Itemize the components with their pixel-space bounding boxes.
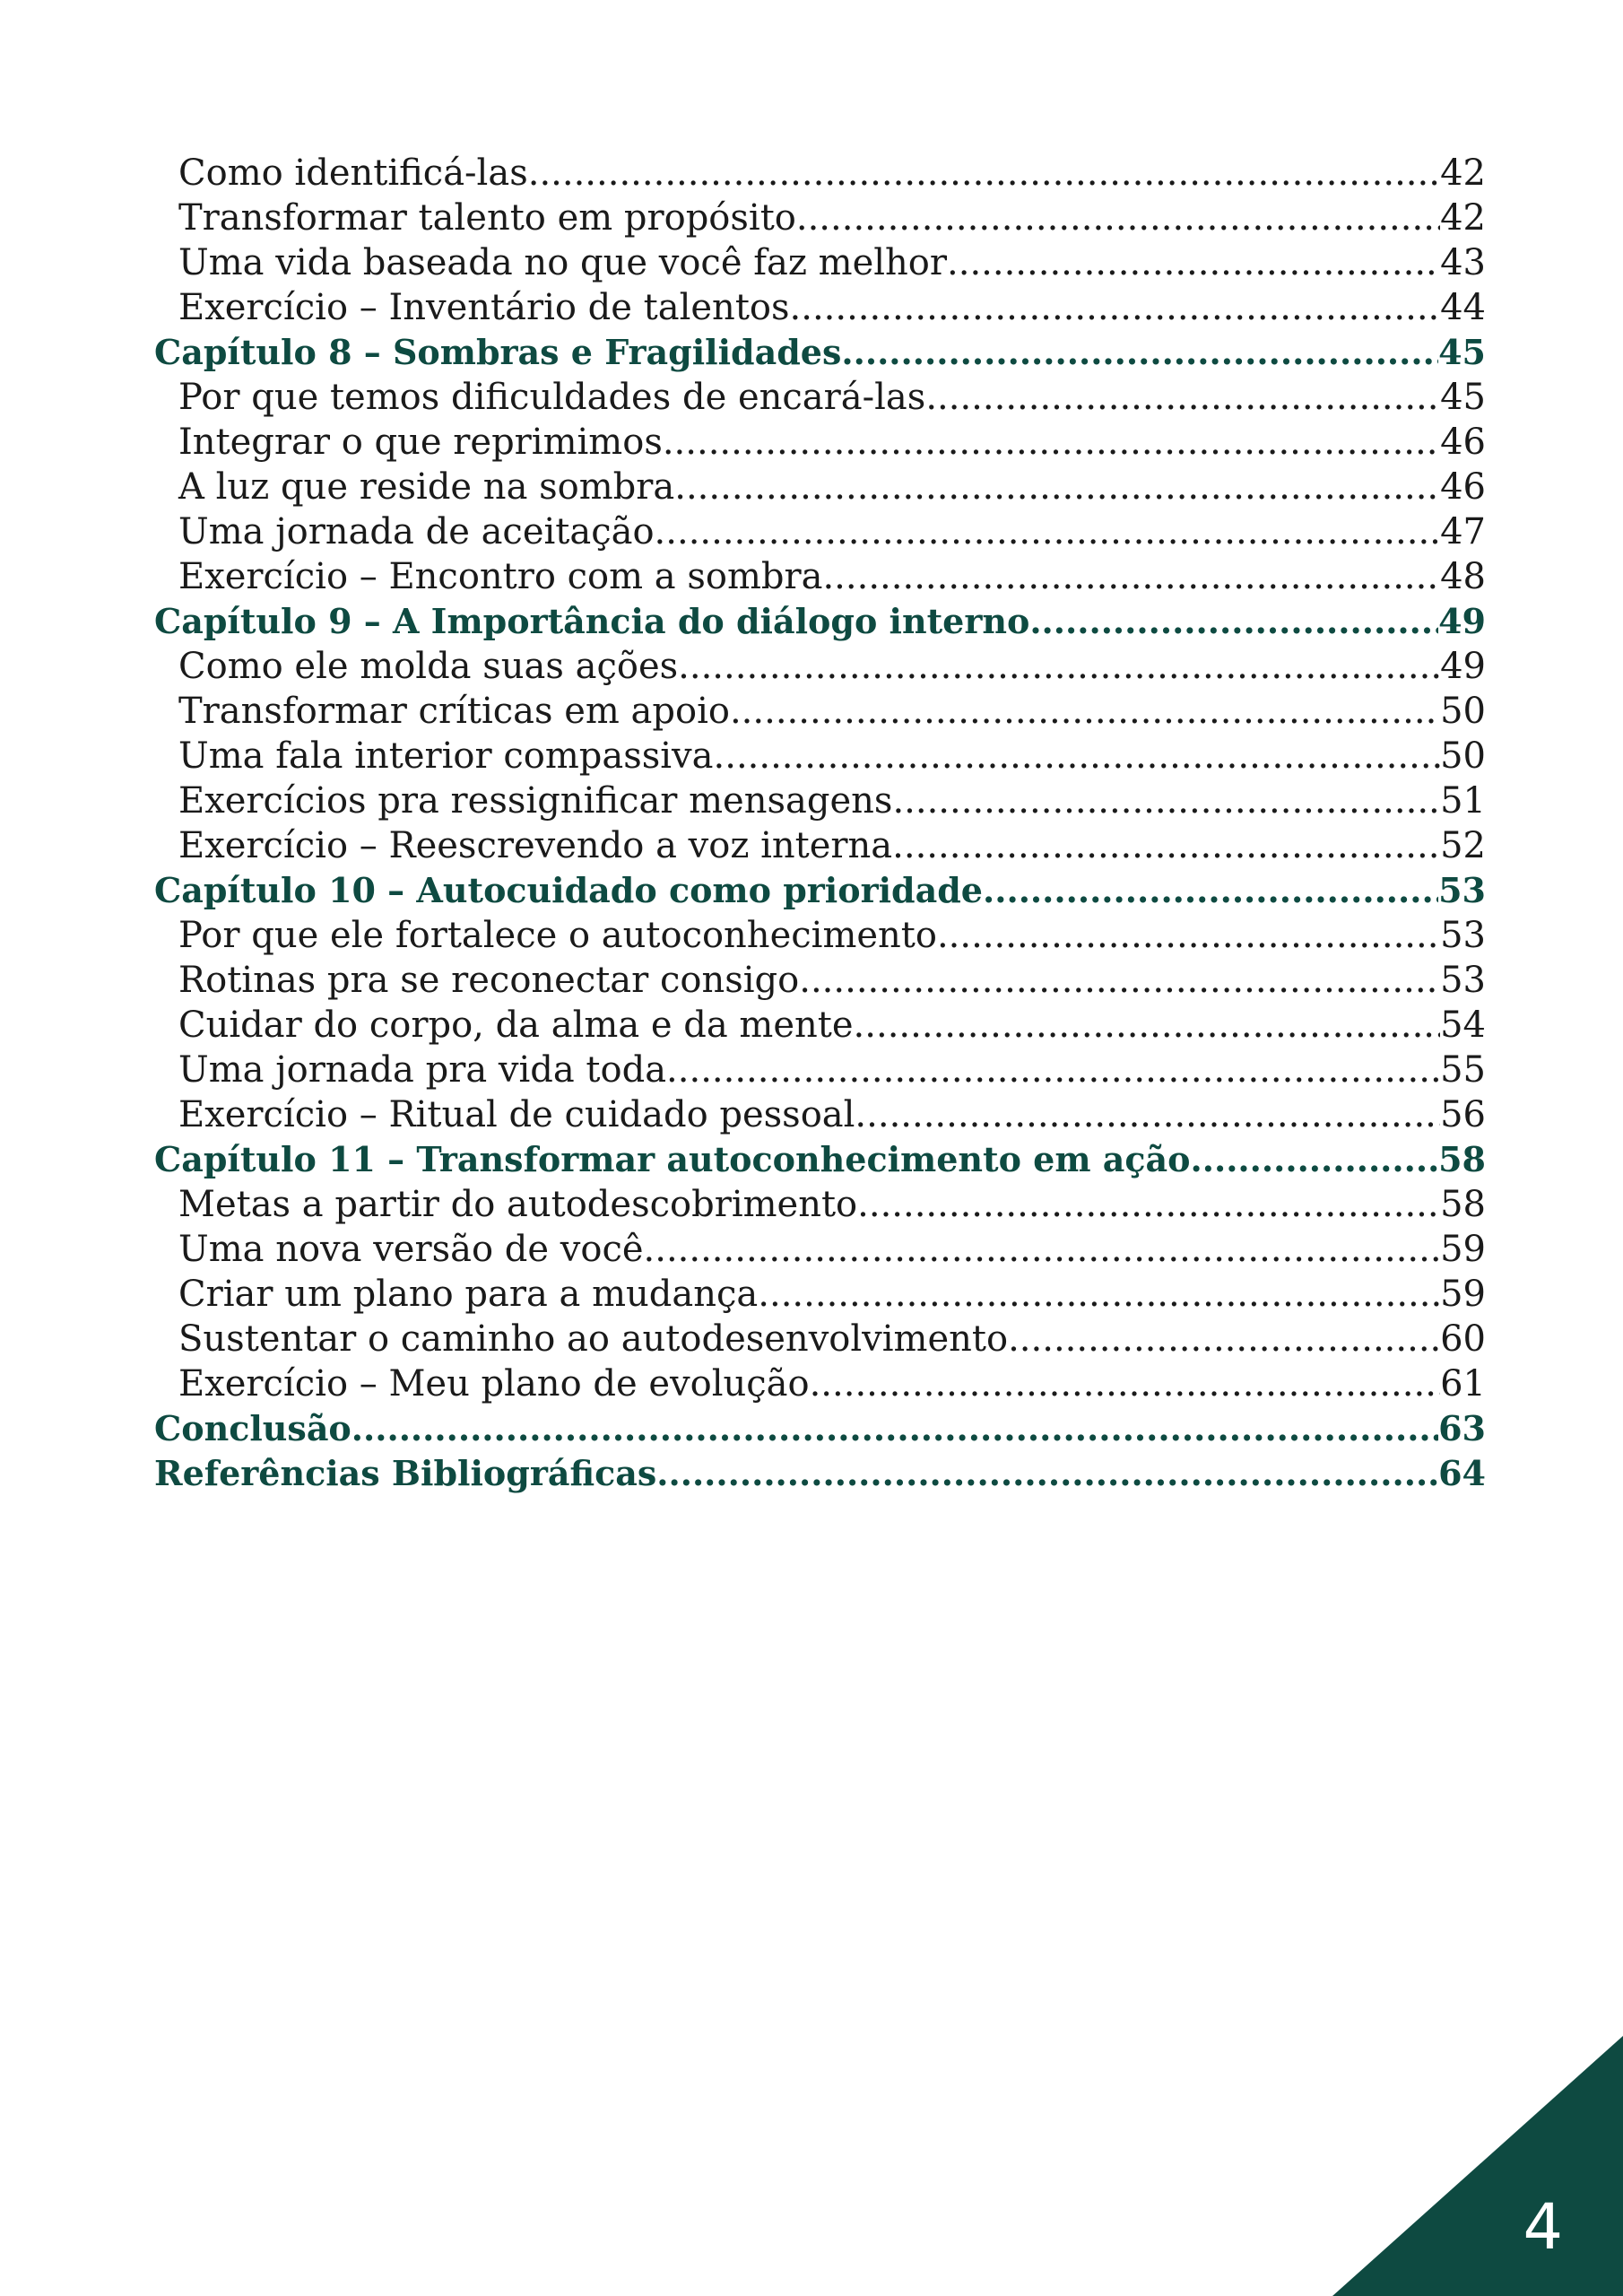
toc-entry-title: Transformar talento em propósito [178,197,796,239]
toc-entry-page: 49 [1440,646,1486,687]
dot-leader [892,778,1440,823]
toc-entry-title: Exercício – Ritual de cuidado pessoal [178,1094,855,1135]
toc-entry-page: 51 [1440,780,1486,822]
toc-section-row [154,240,1486,285]
toc-entry-page: 44 [1440,287,1486,328]
toc-entry-page: 47 [1440,511,1486,552]
toc-entry-page: 60 [1440,1318,1486,1360]
toc-entry-page: 63 [1438,1408,1486,1448]
dot-leader [758,1272,1440,1317]
toc-entry-title: Capítulo 10 – Autocuidado como prioridade [154,870,983,910]
toc-section-row [154,1048,1486,1092]
dot-leader [855,1092,1440,1137]
toc-entry-title: Sustentar o caminho ao autodesenvolvimento [178,1318,1009,1360]
toc-entry-page: 59 [1440,1274,1486,1315]
toc-entry-title: Referências Bibliográficas [154,1453,657,1493]
dot-leader [352,1406,1438,1451]
dot-leader [644,1227,1441,1272]
toc-entry-page: 45 [1438,332,1486,372]
dot-leader [796,196,1440,240]
toc-section-row [154,196,1486,240]
toc-section-row [154,1003,1486,1048]
toc-entry-title: Transformar críticas em apoio [178,691,730,732]
toc-entry-title: Por que ele fortalece o autoconhecimento [178,915,937,956]
toc-entry-page: 53 [1438,870,1486,910]
toc-section-row [154,734,1486,778]
corner-triangle-shape [1332,2036,1623,2296]
toc-chapter-row [154,330,1486,375]
toc-entry-page: 56 [1440,1094,1486,1135]
dot-leader [730,689,1440,734]
toc-entry-title: Conclusão [154,1408,352,1448]
toc-section-row [154,823,1486,868]
dot-leader [857,1182,1440,1227]
toc-entry-page: 53 [1440,915,1486,956]
dot-leader [1191,1137,1439,1182]
toc-entry-title: Integrar o que reprimimos [178,422,663,463]
toc-entry-title: Exercício – Inventário de talentos [178,287,790,328]
toc-entry-title: Metas a partir do autodescobrimento [178,1184,858,1225]
dot-leader [841,330,1438,375]
toc-entry-title: Capítulo 11 – Transformar autoconhecimento em ação [154,1139,1191,1179]
toc-section-row [154,285,1486,330]
dot-leader [656,1451,1438,1496]
toc-section-row [154,913,1486,958]
dot-leader [983,868,1438,913]
toc-entry-page: 42 [1440,197,1486,239]
toc-entry-title: Exercício – Reescrevendo a voz interna [178,825,893,866]
toc-entry-page: 52 [1440,825,1486,866]
toc-section-row [154,958,1486,1003]
toc-section-row [154,1317,1486,1361]
toc-entry-title: Rotinas pra se reconectar consigo [178,960,800,1001]
dot-leader [678,644,1440,689]
toc-entry-title: Uma jornada pra vida toda [178,1049,667,1091]
dot-leader [892,823,1440,868]
table-of-contents [154,151,1486,1496]
toc-entry-title: Exercícios pra ressignificar mensagens [178,780,893,822]
toc-entry-page: 42 [1440,152,1486,194]
toc-entry-page: 58 [1440,1184,1486,1225]
page-corner [1332,2036,1623,2296]
toc-section-row [154,644,1486,689]
toc-entry-page: 54 [1440,1004,1486,1046]
toc-entry-title: Uma jornada de aceitação [178,511,655,552]
toc-entry-title: Como ele molda suas ações [178,646,679,687]
toc-chapter-row [154,599,1486,644]
toc-entry-title: Como identificá-las [178,152,528,194]
toc-section-row [154,420,1486,465]
dot-leader [810,1361,1441,1406]
toc-entry-page: 58 [1438,1139,1486,1179]
toc-section-row [154,509,1486,554]
dot-leader [937,913,1440,958]
toc-entry-page: 50 [1440,691,1486,732]
toc-entry-page: 43 [1440,242,1486,283]
toc-chapter-row [154,868,1486,913]
toc-section-row [154,1182,1486,1227]
toc-chapter-row [154,1137,1486,1182]
toc-section-row [154,151,1486,196]
toc-entry-title: Exercício – Meu plano de evolução [178,1363,810,1405]
page-number: 4 [1523,2190,1563,2264]
dot-leader [1029,599,1438,644]
toc-entry-page: 64 [1438,1453,1486,1493]
toc-entry-page: 46 [1440,422,1486,463]
toc-entry-title: Uma fala interior compassiva [178,735,714,777]
toc-section-row [154,554,1486,599]
toc-chapter-row [154,1406,1486,1451]
toc-entry-page: 46 [1440,466,1486,508]
dot-leader [674,465,1440,509]
toc-entry-title: Cuidar do corpo, da alma e da mente [178,1004,854,1046]
toc-entry-title: Capítulo 8 – Sombras e Fragilidades [154,332,842,372]
toc-entry-page: 45 [1440,377,1486,418]
toc-section-row [154,778,1486,823]
toc-section-row [154,1272,1486,1317]
toc-section-row [154,1092,1486,1137]
toc-entry-page: 59 [1440,1229,1486,1270]
toc-section-row [154,1361,1486,1406]
toc-section-row [154,375,1486,420]
dot-leader [714,734,1441,778]
dot-leader [947,240,1440,285]
dot-leader [655,509,1441,554]
toc-section-row [154,689,1486,734]
dot-leader [822,554,1440,599]
toc-entry-page: 61 [1440,1363,1486,1405]
dot-leader [666,1048,1440,1092]
dot-leader [799,958,1440,1003]
toc-entry-title: Exercício – Encontro com a sombra [178,556,823,597]
dot-leader [854,1003,1441,1048]
toc-chapter-row [154,1451,1486,1496]
dot-leader [528,151,1440,196]
toc-entry-page: 49 [1438,601,1486,641]
toc-entry-page: 50 [1440,735,1486,777]
toc-entry-title: Por que temos dificuldades de encará-las [178,377,926,418]
toc-section-row [154,1227,1486,1272]
dot-leader [663,420,1440,465]
toc-entry-title: A luz que reside na sombra [178,466,675,508]
toc-entry-page: 53 [1440,960,1486,1001]
toc-entry-title: Capítulo 9 – A Importância do diálogo interno [154,601,1030,641]
toc-entry-title: Uma nova versão de você [178,1229,644,1270]
toc-entry-page: 55 [1440,1049,1486,1091]
dot-leader [1008,1317,1440,1361]
toc-entry-title: Criar um plano para a mudança [178,1274,759,1315]
dot-leader [790,285,1441,330]
toc-section-row [154,465,1486,509]
dot-leader [925,375,1440,420]
toc-entry-title: Uma vida baseada no que você faz melhor [178,242,948,283]
toc-entry-page: 48 [1440,556,1486,597]
